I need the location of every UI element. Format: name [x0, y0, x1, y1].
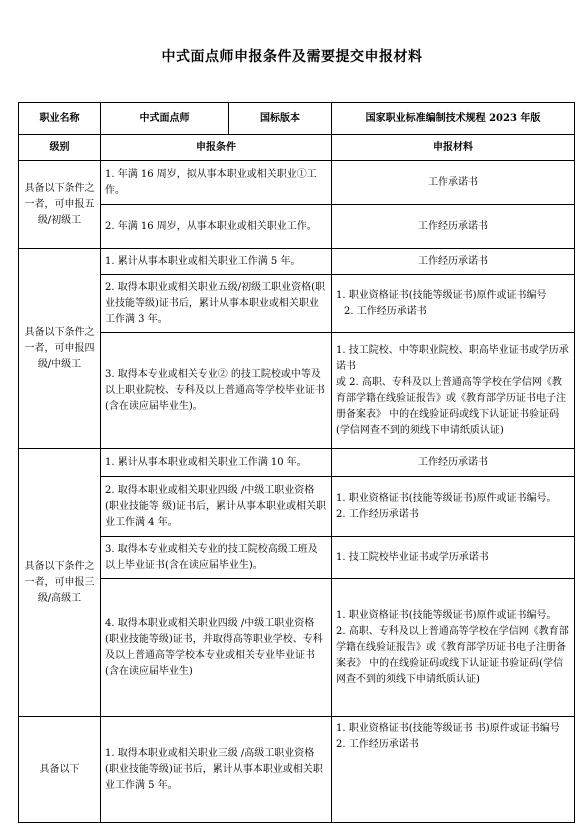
- occupation-label: 职业名称: [19, 103, 101, 135]
- condition-cell: 1. 累计从事本职业或相关职业工作满 5 年。: [101, 249, 332, 275]
- table-row: [19, 537, 575, 579]
- material-line: 1. 职业资格证书(技能等级证书)原件或证书编号。: [336, 609, 557, 621]
- table-row: [19, 275, 575, 333]
- level-label-3: 具备以下条件之一者，可申报三级/高级工: [19, 449, 101, 717]
- condition-cell: 1. 累计从事本职业或相关职业工作满 10 年。: [101, 449, 332, 477]
- material-cell: [332, 717, 575, 823]
- material-cell: [332, 275, 575, 333]
- page-title: 中式面点师申报条件及需要提交申报材料: [161, 49, 423, 65]
- level-label-4: 具备以下条件之一者，可申报四级/中级工: [19, 249, 101, 449]
- material-line: 1. 职业资格证书(技能等级证书 书)原件或证书编号: [336, 723, 560, 734]
- material-line: 或 2. 高职、专科及以上普通高等学校在学信网《教育部学籍在线验证报告》或《教育部学历证书电子注册备案表》 中的在线验证码或线下认证证书验证码(学信网查不到的须线下申请纸质认证): [336, 376, 566, 436]
- condition-cell: 3. 取得本专业或相关专业的技工院校高级工班及以上毕业证书(含在读应届毕业生)。: [101, 537, 332, 579]
- occupation-value: 中式面点师: [101, 103, 229, 135]
- material-cell: [332, 333, 575, 449]
- material-cell: [332, 477, 575, 537]
- material-line: 2. 工作经历承诺书: [336, 739, 419, 750]
- level-label-2: 具备以下: [19, 717, 101, 823]
- table-row: [19, 333, 575, 449]
- level-column-header: 级别: [19, 135, 101, 161]
- header-row-columns: [19, 135, 575, 161]
- material-column-header: 申报材料: [332, 135, 575, 161]
- table-row: [19, 161, 575, 205]
- table-row: [19, 449, 575, 477]
- condition-cell: 2. 取得本职业或相关职业五级/初级工职业资格(职业技能等级)证书后，累计从事本职业或相关职业工作满 3 年。: [101, 275, 332, 333]
- requirements-table: [18, 102, 575, 823]
- material-line: 1. 技工院校、中等职业院校、职高毕业证书或学历承诺书: [336, 344, 569, 372]
- material-line: 1. 职业资格证书(技能等级证书)原件或证书编号。: [336, 492, 557, 504]
- version-label: 国标版本: [229, 103, 332, 135]
- material-cell: 工作经历承诺书: [332, 205, 575, 249]
- condition-cell: 2. 取得本职业或相关职业四级 /中级工职业资格(职业技能等 级)证书后，累计从事本职业或相关职业工作满 4 年。: [101, 477, 332, 537]
- level-label-5: 具备以下条件之一者，可申报五级/初级工: [19, 161, 101, 249]
- table-row: [19, 477, 575, 537]
- table-row: [19, 579, 575, 717]
- material-line: 2. 工作经历承诺书: [344, 305, 427, 317]
- table-row: [19, 249, 575, 275]
- condition-cell: 2. 年满 16 周岁，从事本职业或相关职业工作。: [101, 205, 332, 249]
- material-line: 1. 职业资格证书(技能等级证书)原件或证书编号: [336, 289, 547, 301]
- condition-cell: 1. 取得本职业或相关职业三级 /高级工职业资格(职业技能等级)证书后，累计从事本职业或相关职业工作满 5 年。: [101, 717, 332, 823]
- material-cell: 1. 技工院校毕业证书或学历承诺书: [332, 537, 575, 579]
- condition-column-header: 申报条件: [101, 135, 332, 161]
- condition-cell: 3. 取得本专业或相关专业② 的技工院校或中等及以上职业院校、专科及以上普通高等学校毕业证书(含在读应届毕业生)。: [101, 333, 332, 449]
- condition-cell: 1. 年满 16 周岁，拟从事本职业或相关职业①工作。: [101, 161, 332, 205]
- material-cell: 工作经历承诺书: [332, 249, 575, 275]
- material-line: 2. 高职、专科及以上普通高等学校在学信网《教育部学籍在线验证报告》或《教育部学历证书电子注册备案表》 中的在线验证码或线下认证证书验证码(学信网查不到的须线下申请纸质认证): [336, 625, 569, 685]
- header-row-occupation: [19, 103, 575, 135]
- material-cell: 工作经历承诺书: [332, 449, 575, 477]
- material-cell: [332, 579, 575, 717]
- condition-cell: 4. 取得本职业或相关职业四级 /中级工职业资格(职业技能等级)证书，并取得高等职业学校、专科及以上普通高等学校本专业或相关专业毕业证书(含在读应届毕业生): [101, 579, 332, 717]
- table-row: [19, 205, 575, 249]
- table-row: [19, 717, 575, 823]
- version-value: 国家职业标准编制技术规程 2023 年版: [332, 103, 575, 135]
- material-cell: 工作承诺书: [332, 161, 575, 205]
- material-line: 2. 工作经历承诺书: [336, 508, 419, 520]
